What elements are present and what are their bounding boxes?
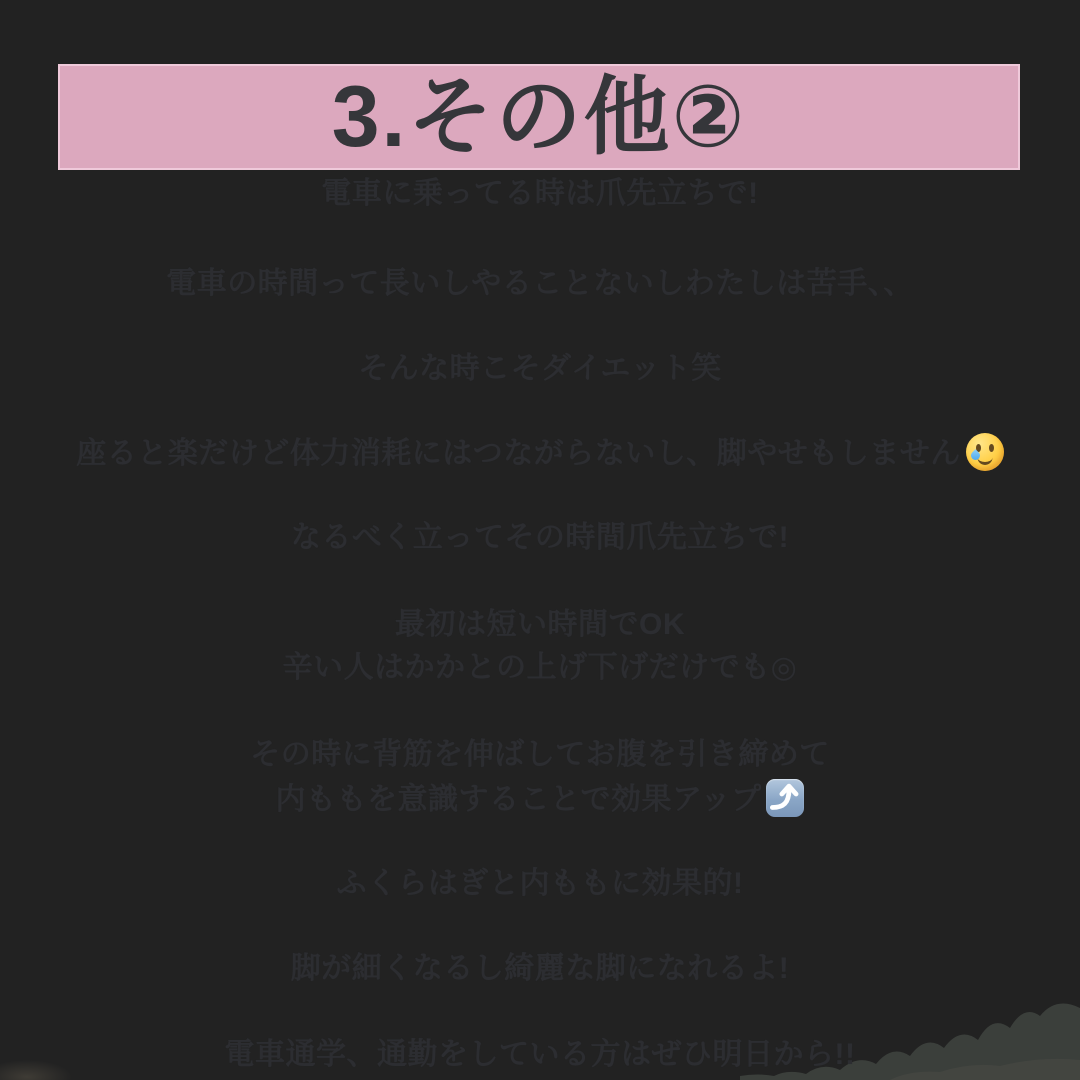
body-line xyxy=(0,779,1080,819)
body-line xyxy=(0,1036,1080,1074)
line-text: なるべく立ってその時間爪先立ちで! xyxy=(290,521,790,554)
arrow-glyph xyxy=(766,779,804,817)
line-text: 脚が細くなるし綺麗な脚になれるよ! xyxy=(290,952,790,985)
line-text: 電車の時間って長いしやることないしわたしは苦手、、 xyxy=(166,267,914,300)
line-text: 辛い人はかかとの上げ下げだけでも◎ xyxy=(282,651,798,684)
body-line xyxy=(0,265,1080,303)
line-text: 最初は短い時間でOK xyxy=(395,608,685,641)
line-text: そんな時こそダイエット笑 xyxy=(358,352,722,385)
body-line xyxy=(0,175,1080,213)
body-line xyxy=(0,865,1080,903)
line-text: その時に背筋を伸ばしてお腹を引き締めて xyxy=(250,738,830,771)
smiling-face-with-tear-emoji xyxy=(966,433,1004,471)
body-line xyxy=(0,649,1080,687)
body-line xyxy=(0,606,1080,644)
emoji-eye xyxy=(989,444,994,452)
line-text: 座ると楽だけど体力消耗にはつながらないし、脚やせもしません xyxy=(76,437,961,470)
body-line xyxy=(0,736,1080,774)
title-banner xyxy=(58,64,1020,170)
body-line xyxy=(0,350,1080,388)
line-text: 電車に乗ってる時は爪先立ちで! xyxy=(321,177,759,210)
body-line xyxy=(0,950,1080,988)
line-text: 内ももを意識することで効果アップ xyxy=(275,783,762,816)
page-title: 3.その他② xyxy=(331,69,747,165)
line-text: 電車通学、通勤をしている方はぜひ明日から!! xyxy=(224,1038,856,1071)
line-text: ふくらはぎと内ももに効果的! xyxy=(336,867,744,900)
arrow-curving-up-emoji xyxy=(766,779,804,817)
body-line xyxy=(0,433,1080,473)
body-line xyxy=(0,519,1080,557)
